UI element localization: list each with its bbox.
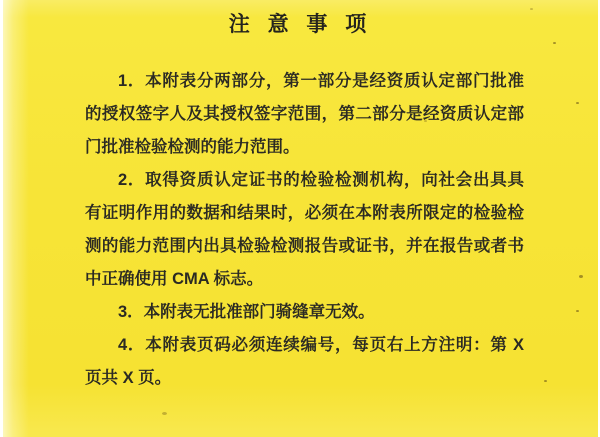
paragraph-line: 有证明作用的数据和结果时，必须在本附表所限定的检验检 <box>85 204 524 222</box>
paragraph-line: 门批准检验检测的能力范围。 <box>85 138 300 156</box>
paragraph-line: 1．本附表分两部分，第一部分是经资质认定部门批准 <box>118 72 524 90</box>
page-title: 注 意 事 项 <box>228 13 373 36</box>
paragraph-1 <box>85 65 524 164</box>
paragraph-2 <box>85 164 524 296</box>
paper-speck-decoration <box>553 42 556 44</box>
paper-speck-decoration <box>424 120 427 122</box>
paper-speck-decoration <box>162 412 167 415</box>
paragraph-4 <box>85 329 524 395</box>
paper-speck-decoration <box>530 8 533 10</box>
paper-speck-decoration <box>576 310 579 312</box>
paragraph-line: 4．本附表页码必须连续编号，每页右上方注明：第 X <box>118 336 524 354</box>
paper-speck-decoration <box>544 380 547 382</box>
paper-speck-decoration <box>579 275 583 278</box>
yellow-paper-background <box>3 0 598 437</box>
paragraph-line: 中正确使用 CMA 标志。 <box>85 270 264 288</box>
paragraph-line: 测的能力范围内出具检验检测报告或证书，并在报告或者书 <box>85 237 524 255</box>
paragraph-line: 页共 X 页。 <box>85 369 172 387</box>
paragraph-line: 的授权签字人及其授权签字范围，第二部分是经资质认定部 <box>85 105 524 123</box>
paragraph-line: 3．本附表无批准部门骑缝章无效。 <box>118 303 375 321</box>
notice-body <box>3 65 598 395</box>
paragraph-3 <box>85 296 524 329</box>
paper-speck-decoration <box>576 102 579 104</box>
paragraph-line: 2．取得资质认定证书的检验检测机构，向社会出具具 <box>118 171 524 189</box>
